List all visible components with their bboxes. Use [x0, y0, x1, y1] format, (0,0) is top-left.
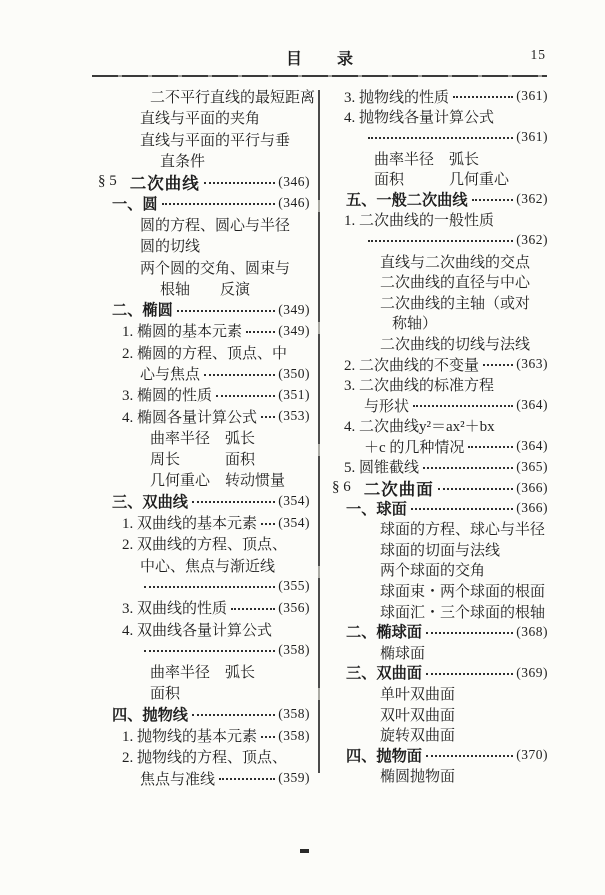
page-ref: (353) — [278, 408, 310, 424]
dot-leader — [261, 736, 275, 738]
page-ref: (349) — [278, 322, 310, 338]
entry-title: 四、抛物线 — [112, 706, 188, 724]
page-ref: (362) — [516, 191, 548, 207]
entry-title: 圆的方程、圆心与半径 — [140, 217, 291, 234]
toc-entry — [96, 682, 310, 703]
dot-leader — [261, 523, 275, 525]
dot-leader — [261, 416, 275, 418]
page-ref: (349) — [278, 301, 310, 317]
dot-leader — [246, 331, 275, 333]
entry-title: 面积 — [150, 686, 181, 703]
toc-entry — [330, 498, 548, 519]
dot-leader — [426, 755, 513, 757]
toc-entry — [96, 384, 310, 405]
toc-entry — [330, 313, 548, 334]
toc-entry — [330, 354, 548, 375]
entry-title: 二不平行直线的最短距离 — [150, 90, 316, 107]
toc-entry — [96, 768, 310, 789]
dot-leader — [368, 240, 513, 242]
entry-title: 心与焦点 — [140, 367, 201, 383]
dot-leader — [192, 714, 275, 716]
page-ref: (361) — [516, 129, 548, 145]
entry-title: 4. 抛物线各量计算公式 — [344, 110, 495, 127]
page-ref: (359) — [278, 770, 310, 786]
section-prefix: § 6 — [332, 479, 351, 496]
page-ref: (350) — [278, 365, 310, 381]
page-ref: (362) — [516, 232, 548, 248]
toc-entry — [96, 129, 310, 150]
dot-leader — [426, 673, 513, 675]
entry-title: 5. 圆锥截线 — [344, 460, 420, 477]
entry-title: 两个圆的交角、圆束与 — [140, 260, 291, 277]
entry-title: 4. 椭圆各量计算公式 — [122, 409, 258, 426]
entry-title: 几何重心 转动惯量 — [150, 473, 286, 490]
toc-entry — [96, 533, 310, 554]
page-ref: (365) — [516, 458, 548, 474]
dot-leader — [204, 182, 276, 184]
entry-title: 五、一般二次曲线 — [346, 191, 468, 209]
entry-title: 单叶双曲面 — [380, 687, 456, 704]
entry-title: 双叶双曲面 — [380, 707, 456, 724]
entry-title: 四、抛物面 — [346, 747, 422, 765]
dot-leader — [162, 203, 276, 205]
toc-entry — [96, 405, 310, 426]
column-divider — [318, 90, 320, 773]
header-rule — [92, 75, 547, 77]
toc-entry — [96, 86, 316, 107]
toc-entry — [96, 746, 310, 767]
entry-title: 直线与二次曲线的交点 — [380, 254, 531, 271]
toc-entry — [96, 640, 310, 661]
entry-title: 球面的方程、球心与半径 — [380, 522, 546, 539]
entry-title: 三、双曲线 — [112, 493, 188, 511]
toc-entry — [330, 601, 548, 622]
page-ref: (346) — [278, 195, 310, 211]
toc-entry — [330, 127, 548, 148]
toc-entry — [96, 342, 310, 363]
entry-title: 三、双曲面 — [346, 665, 422, 683]
dot-leader — [192, 501, 275, 503]
toc-entry — [330, 416, 548, 437]
toc-entry — [96, 150, 310, 171]
page-ref: (366) — [516, 479, 548, 495]
dot-leader — [231, 608, 275, 610]
toc-entry — [330, 436, 548, 457]
entry-title: 焦点与准线 — [140, 771, 216, 788]
toc-entry — [96, 427, 310, 448]
page-ref: (369) — [516, 664, 548, 680]
dot-leader — [438, 488, 514, 490]
toc-entry — [330, 395, 548, 416]
dot-leader — [177, 310, 276, 312]
toc-entry — [96, 448, 310, 469]
entry-title: 曲率半径 弧长 — [150, 665, 256, 682]
toc-entry — [330, 251, 548, 272]
toc-entry — [330, 271, 548, 292]
toc-entry — [96, 107, 310, 128]
page-ref: (355) — [278, 578, 310, 594]
entry-title: 球面汇・三个球面的根轴 — [380, 604, 546, 621]
toc-entry — [96, 555, 310, 576]
entry-title: 二、椭球面 — [346, 624, 422, 642]
entry-title: 二次曲线的直径与中心 — [380, 275, 531, 292]
page-ref: (358) — [278, 727, 310, 743]
toc-entry — [96, 256, 310, 277]
entry-title: 一、圆 — [112, 195, 158, 213]
toc-entry — [330, 683, 548, 704]
dot-leader — [423, 467, 513, 469]
entry-title: 3. 二次曲线的标准方程 — [344, 378, 495, 395]
dot-leader — [219, 778, 275, 780]
entry-title: 一、球面 — [346, 500, 407, 518]
dot-leader — [483, 364, 513, 366]
page-ref: (358) — [278, 706, 310, 722]
toc-entry — [330, 107, 548, 128]
entry-title: 与形状 — [364, 398, 410, 415]
entry-title: 周长 面积 — [150, 452, 256, 469]
toc-entry — [330, 374, 548, 395]
toc-entry — [96, 491, 310, 512]
toc-entry — [330, 210, 548, 231]
page-ref: (351) — [278, 386, 310, 402]
entry-title: 二次曲线的主轴（或对 — [380, 295, 531, 312]
entry-title: 直条件 — [160, 154, 206, 171]
entry-title: 4. 双曲线各量计算公式 — [122, 622, 273, 639]
page-ref: (363) — [516, 356, 548, 372]
entry-title: 曲率半径 弧长 — [150, 430, 256, 447]
toc-entry — [330, 292, 548, 313]
entry-title: 旋转双曲面 — [380, 728, 456, 745]
page-ref: (354) — [278, 514, 310, 530]
toc-entry — [96, 469, 310, 490]
dot-leader — [204, 374, 275, 376]
entry-title: 二次曲线的切线与法线 — [380, 336, 531, 353]
toc-entry — [96, 618, 310, 639]
entry-title: 球面的切面与法线 — [380, 542, 501, 559]
toc-entry — [330, 621, 548, 642]
page-ref: (370) — [516, 747, 548, 763]
entry-title: 3. 双曲线的性质 — [122, 601, 228, 618]
section-prefix: § 5 — [98, 173, 117, 190]
page-ref: (364) — [516, 438, 548, 454]
toc-entry — [330, 230, 548, 251]
toc-entry — [330, 539, 548, 560]
toc-entry — [96, 597, 310, 618]
toc-entry — [96, 278, 310, 299]
toc-entry — [330, 580, 548, 601]
entry-title: 球面束・两个球面的根面 — [380, 584, 546, 601]
toc-entry — [96, 171, 310, 192]
entry-title: 二次曲面 — [363, 480, 434, 499]
toc-entry — [96, 214, 310, 235]
entry-title: 直线与平面的夹角 — [140, 111, 261, 128]
toc-entry — [330, 86, 548, 107]
entry-title: 根轴 反演 — [160, 281, 251, 298]
toc-column-right — [330, 86, 548, 786]
page-ref: (354) — [278, 493, 310, 509]
entry-title: 3. 椭圆的性质 — [122, 388, 213, 405]
dot-leader — [144, 650, 275, 652]
entry-title: 中心、焦点与渐近线 — [140, 558, 276, 575]
toc-entry — [330, 724, 548, 745]
page-title: 目 录 — [285, 51, 354, 68]
entry-title: ＋c 的几种情况 — [364, 439, 465, 456]
entry-title: 3. 抛物线的性质 — [344, 89, 450, 106]
toc-entry — [330, 518, 548, 539]
page-ref: (366) — [516, 500, 548, 516]
dot-leader — [368, 137, 513, 139]
entry-title: 圆的切线 — [140, 239, 201, 256]
dot-leader — [468, 446, 513, 448]
toc-entry — [96, 725, 310, 746]
toc-entry — [330, 642, 548, 663]
toc-entry — [96, 661, 310, 682]
entry-title: 二次曲线 — [129, 174, 200, 193]
entry-title: 2. 椭圆的方程、顶点、中 — [122, 345, 288, 362]
toc-entry — [96, 320, 310, 341]
toc-entry — [330, 704, 548, 725]
entry-title: 椭圆抛物面 — [380, 769, 456, 786]
entry-title: 面积 几何重心 — [374, 172, 510, 189]
entry-title: 1. 二次曲线的一般性质 — [344, 213, 495, 230]
dot-leader — [144, 586, 275, 588]
page-ref: (346) — [278, 173, 310, 189]
toc-entry — [330, 148, 548, 169]
entry-title: 1. 抛物线的基本元素 — [122, 729, 258, 746]
dot-leader — [413, 405, 513, 407]
toc-entry — [330, 766, 548, 787]
toc-entry — [96, 576, 310, 597]
toc-entry — [96, 512, 310, 533]
toc-entry — [330, 189, 548, 210]
entry-title: 2. 二次曲线的不变量 — [344, 357, 480, 374]
dot-leader — [426, 632, 513, 634]
toc-entry — [330, 457, 548, 478]
page-number: 15 — [530, 47, 546, 62]
entry-title: 2. 双曲线的方程、顶点、 — [122, 537, 288, 554]
entry-title: 椭球面 — [380, 645, 426, 662]
toc-entry — [330, 477, 548, 498]
dot-leader — [411, 508, 514, 510]
entry-title: 两个球面的交角 — [380, 563, 486, 580]
page-ref: (361) — [516, 88, 548, 104]
entry-title: 直线与平面的平行与垂 — [140, 132, 291, 149]
entry-title: 1. 双曲线的基本元素 — [122, 516, 258, 533]
entry-title: 曲率半径 弧长 — [374, 151, 480, 168]
dot-leader — [216, 395, 275, 397]
toc-entry — [96, 192, 310, 213]
toc-entry — [330, 560, 548, 581]
entry-title: 二、椭圆 — [112, 302, 173, 320]
toc-entry — [96, 363, 310, 384]
entry-title: 2. 抛物线的方程、顶点、 — [122, 750, 288, 767]
page-ref: (356) — [278, 599, 310, 615]
page-ref: (364) — [516, 397, 548, 413]
page-ref: (358) — [278, 642, 310, 658]
entry-title: 4. 二次曲线y²＝ax²＋bx — [344, 419, 495, 436]
footer-mark — [300, 849, 309, 853]
toc-entry — [96, 235, 310, 256]
toc-entry — [330, 663, 548, 684]
toc-entry — [96, 299, 310, 320]
toc-entry — [96, 704, 310, 725]
toc-entry — [330, 745, 548, 766]
page-header — [92, 46, 548, 70]
dot-leader — [453, 96, 513, 98]
toc-column-left — [96, 86, 316, 789]
toc-entry — [330, 333, 548, 354]
toc-entry — [330, 168, 548, 189]
entry-title: 1. 椭圆的基本元素 — [122, 324, 243, 341]
page-ref: (368) — [516, 623, 548, 639]
dot-leader — [472, 199, 514, 201]
entry-title: 称轴） — [392, 316, 438, 333]
